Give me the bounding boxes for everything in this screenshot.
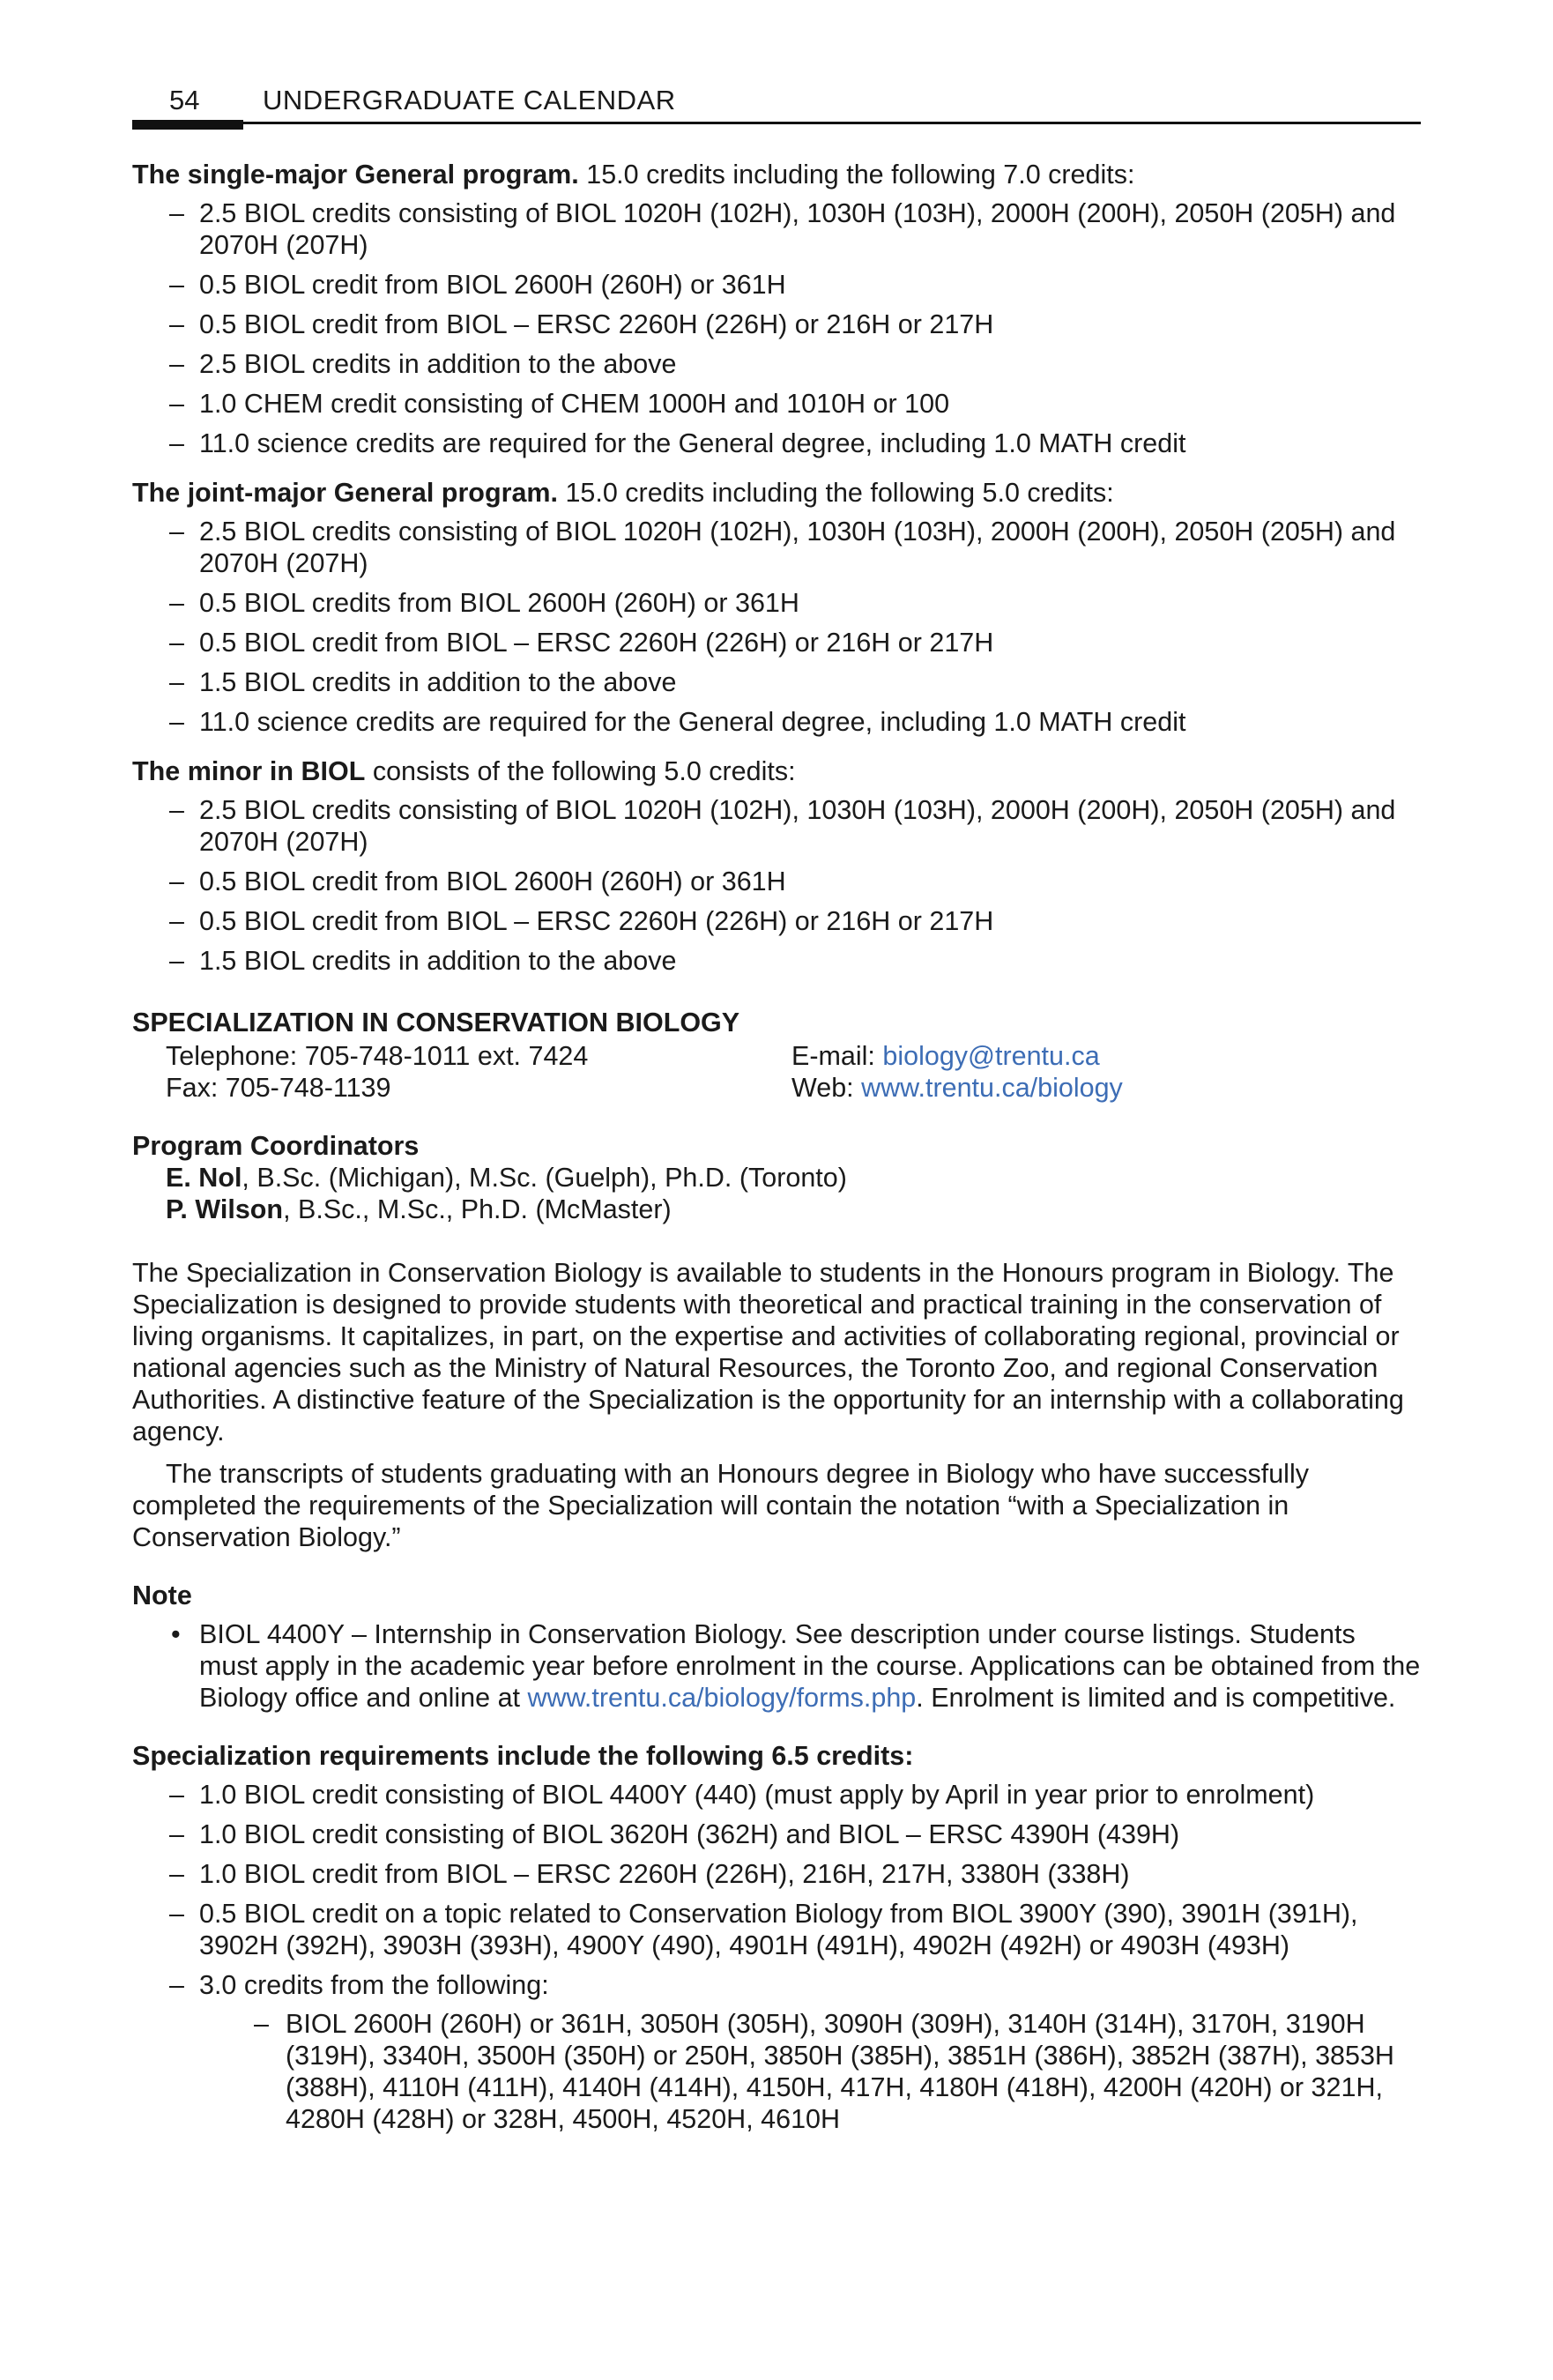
email-line	[791, 1040, 1123, 1072]
list-item: – 1.0 BIOL credit consisting of BIOL 4400Y (440) (must apply by April in year prior to enrolment)	[132, 1779, 1421, 1811]
contact-block	[132, 1040, 1421, 1104]
sub-requirements-list	[199, 2008, 1421, 2135]
list-item: – 1.0 BIOL credit consisting of BIOL 3620H (362H) and BIOL – ERSC 4390H (439H)	[132, 1818, 1421, 1850]
list-item: – 11.0 science credits are required for the General degree, including 1.0 MATH credit	[132, 428, 1421, 459]
joint-major-lead	[132, 477, 1421, 509]
list-item-text: 3.0 credits from the following:	[199, 1970, 549, 2000]
note-text-end: . Enrolment is limited and is competitive.	[916, 1683, 1396, 1713]
transcript-paragraph: The transcripts of students graduating with an Honours degree in Biology who have successfully completed the requirements of the Specialization will contain the notation “with a Specialization in Conservation Biology.”	[132, 1459, 1309, 1552]
list-item: – 0.5 BIOL credit from BIOL – ERSC 2260H (226H) or 216H or 217H	[132, 309, 1421, 340]
single-major-lead	[132, 159, 1421, 190]
list-item: – 1.5 BIOL credits in addition to the above	[132, 945, 1421, 977]
coordinator-name: E. Nol	[166, 1163, 242, 1193]
sub-list-item: – BIOL 2600H (260H) or 361H, 3050H (305H), 3090H (309H), 3140H (314H), 3170H, 3190H (319H), 3340H, 3500H (350H) or 250H, 3850H (385H), 3851H (386H), 3852H (387H), 3853H (388H), 4110H (411H), 4140H (414H), 4150H, 417H, 4180H (418H), 4200H (420H) or 321H, 4280H (428H) or 328H, 4500H, 4520H, 4610H	[132, 2008, 1421, 2135]
minor-title: The minor in BIOL	[132, 756, 366, 786]
list-item: – 11.0 science credits are required for the General degree, including 1.0 MATH credit	[132, 706, 1421, 738]
list-item	[132, 1969, 1421, 2135]
calendar-page	[132, 81, 1421, 2134]
list-item: – 0.5 BIOL credit from BIOL – ERSC 2260H (226H) or 216H or 217H	[132, 905, 1421, 937]
list-item: – 0.5 BIOL credit from BIOL 2600H (260H) or 361H	[132, 866, 1421, 897]
single-major-title: The single-major General program.	[132, 160, 579, 190]
requirements-list	[132, 1779, 1421, 2135]
forms-link[interactable]: www.trentu.ca/biology/forms.php	[527, 1683, 917, 1713]
coordinator-name: P. Wilson	[166, 1194, 284, 1224]
list-item: – 2.5 BIOL credits consisting of BIOL 1020H (102H), 1030H (103H), 2000H (200H), 2050H (205H) and 2070H (207H)	[132, 197, 1421, 261]
list-item: – 2.5 BIOL credits consisting of BIOL 1020H (102H), 1030H (103H), 2000H (200H), 2050H (205H) and 2070H (207H)	[132, 794, 1421, 858]
coordinators-heading: Program Coordinators	[132, 1131, 420, 1161]
contact-phone-col	[132, 1040, 791, 1104]
minor-intro: consists of the following 5.0 credits:	[365, 756, 796, 786]
running-head: UNDERGRADUATE CALENDAR	[263, 85, 676, 115]
joint-major-list	[132, 516, 1421, 738]
page-header	[132, 81, 1421, 134]
fax: Fax: 705-748-1139	[166, 1073, 391, 1103]
header-rule	[132, 122, 1421, 124]
page-content	[132, 159, 1421, 2143]
coordinator-credentials: , B.Sc., M.Sc., Ph.D. (McMaster)	[283, 1194, 672, 1224]
coordinator-entry	[132, 1162, 1421, 1194]
page-number: 54	[169, 85, 200, 115]
coordinator-entry	[132, 1194, 1421, 1225]
specialization-heading: SPECIALIZATION IN CONSERVATION BIOLOGY	[132, 1008, 740, 1038]
coordinator-credentials: , B.Sc. (Michigan), M.Sc. (Guelph), Ph.D. (Toronto)	[241, 1163, 847, 1193]
list-item: – 0.5 BIOL credits from BIOL 2600H (260H) or 361H	[132, 587, 1421, 619]
joint-major-intro: 15.0 credits including the following 5.0 credits:	[558, 478, 1114, 508]
header-rule-tab	[132, 120, 243, 130]
minor-list	[132, 794, 1421, 977]
email-link[interactable]: biology@trentu.ca	[882, 1041, 1100, 1071]
web-link[interactable]: www.trentu.ca/biology	[861, 1073, 1123, 1103]
requirements-heading: Specialization requirements include the following 6.5 credits:	[132, 1741, 914, 1771]
web-label: Web:	[791, 1073, 862, 1103]
specialization-description: The Specialization in Conservation Biology is available to students in the Honours program in Biology. The Specialization is designed to provide students with theoretical and practical training in the conservation of living organisms. It capitalizes, in part, on the expertise and activities of collaborating regional, provincial or national agencies such as the Ministry of Natural Resources, the Toronto Zoo, and regional Conservation Authorities. A distinctive feature of the Specialization is the opportunity for an internship with a collaborating agency.	[132, 1258, 1404, 1447]
note-item	[132, 1618, 1421, 1714]
joint-major-title: The joint-major General program.	[132, 478, 558, 508]
list-item: – 1.0 CHEM credit consisting of CHEM 1000H and 1010H or 100	[132, 388, 1421, 420]
list-item: – 0.5 BIOL credit on a topic related to Conservation Biology from BIOL 3900Y (390), 3901H (391H), 3902H (392H), 3903H (393H), 4900Y (490), 4901H (491H), 4902H (492H) or 4903H (493H)	[132, 1898, 1421, 1961]
contact-web-col	[791, 1040, 1123, 1104]
list-item: – 0.5 BIOL credit from BIOL 2600H (260H) or 361H	[132, 269, 1421, 301]
email-label: E-mail:	[791, 1041, 883, 1071]
note-heading: Note	[132, 1580, 192, 1610]
web-line	[791, 1072, 1123, 1104]
note-list	[132, 1618, 1421, 1714]
minor-lead	[132, 755, 1421, 787]
list-item: – 2.5 BIOL credits in addition to the above	[132, 348, 1421, 380]
single-major-intro: 15.0 credits including the following 7.0 credits:	[578, 160, 1135, 190]
telephone: Telephone: 705-748-1011 ext. 7424	[166, 1041, 589, 1071]
list-item: – 1.5 BIOL credits in addition to the above	[132, 666, 1421, 698]
list-item: – 2.5 BIOL credits consisting of BIOL 1020H (102H), 1030H (103H), 2000H (200H), 2050H (205H) and 2070H (207H)	[132, 516, 1421, 579]
single-major-list	[132, 197, 1421, 459]
list-item: – 0.5 BIOL credit from BIOL – ERSC 2260H (226H) or 216H or 217H	[132, 627, 1421, 658]
list-item: – 1.0 BIOL credit from BIOL – ERSC 2260H (226H), 216H, 217H, 3380H (338H)	[132, 1858, 1421, 1890]
note-text: BIOL 4400Y – Internship in Conservation Biology. See description under course listings. Students must apply in the academic year before enrolment in the course. Applications can be obtained from the Biology office and online at	[199, 1619, 1421, 1713]
